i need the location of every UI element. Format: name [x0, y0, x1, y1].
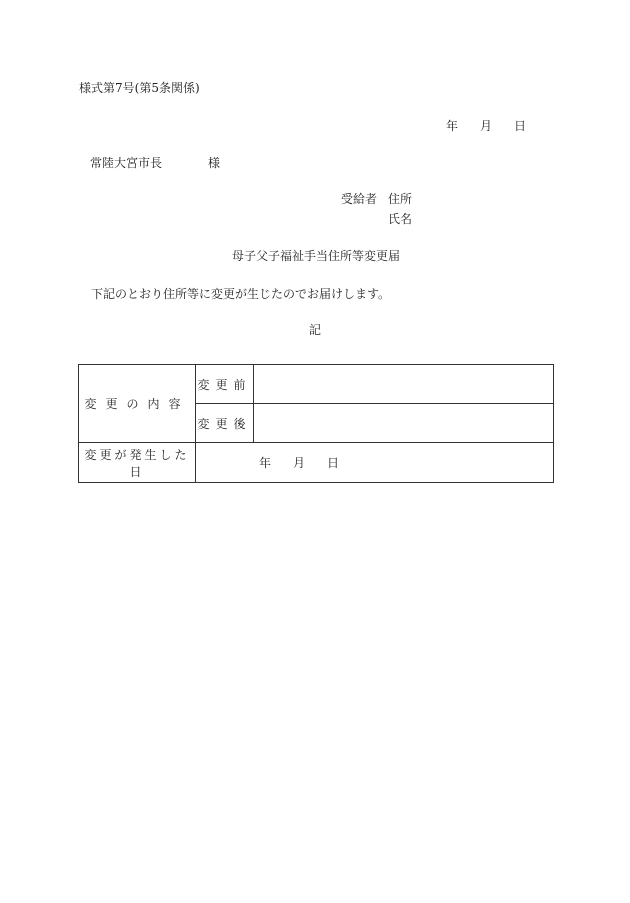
- day-label: 日: [514, 119, 527, 133]
- change-date-field[interactable]: [196, 443, 554, 483]
- after-label: 変更後: [196, 404, 254, 443]
- addressee: [90, 156, 220, 170]
- after-value-field[interactable]: [254, 404, 554, 443]
- table-row: [79, 365, 554, 404]
- address-label: 住所: [388, 192, 413, 206]
- honorific: 様: [208, 156, 221, 170]
- change-content-label: 変更の内容: [79, 365, 196, 443]
- submission-date: [446, 119, 526, 133]
- year-label: 年: [259, 456, 272, 470]
- table-row: [79, 443, 554, 483]
- change-table: [78, 364, 554, 483]
- day-label: 日: [327, 456, 340, 470]
- month-label: 月: [293, 456, 306, 470]
- document-title: 母子父子福祉手当住所等変更届: [232, 249, 401, 263]
- addressee-name: 常陸大宮市長: [90, 156, 163, 170]
- change-date-label: 変更が発生した日: [79, 443, 196, 483]
- before-label: 変更前: [196, 365, 254, 404]
- recipient-label: 受給者: [341, 192, 378, 206]
- name-label: 氏名: [388, 212, 413, 226]
- before-value-field[interactable]: [254, 365, 554, 404]
- ki-label: 記: [309, 323, 322, 337]
- month-label: 月: [480, 119, 493, 133]
- form-number: 様式第7号(第5条関係): [79, 81, 200, 95]
- body-text: 下記のとおり住所等に変更が生じたのでお届けします。: [91, 287, 391, 301]
- year-label: 年: [446, 119, 459, 133]
